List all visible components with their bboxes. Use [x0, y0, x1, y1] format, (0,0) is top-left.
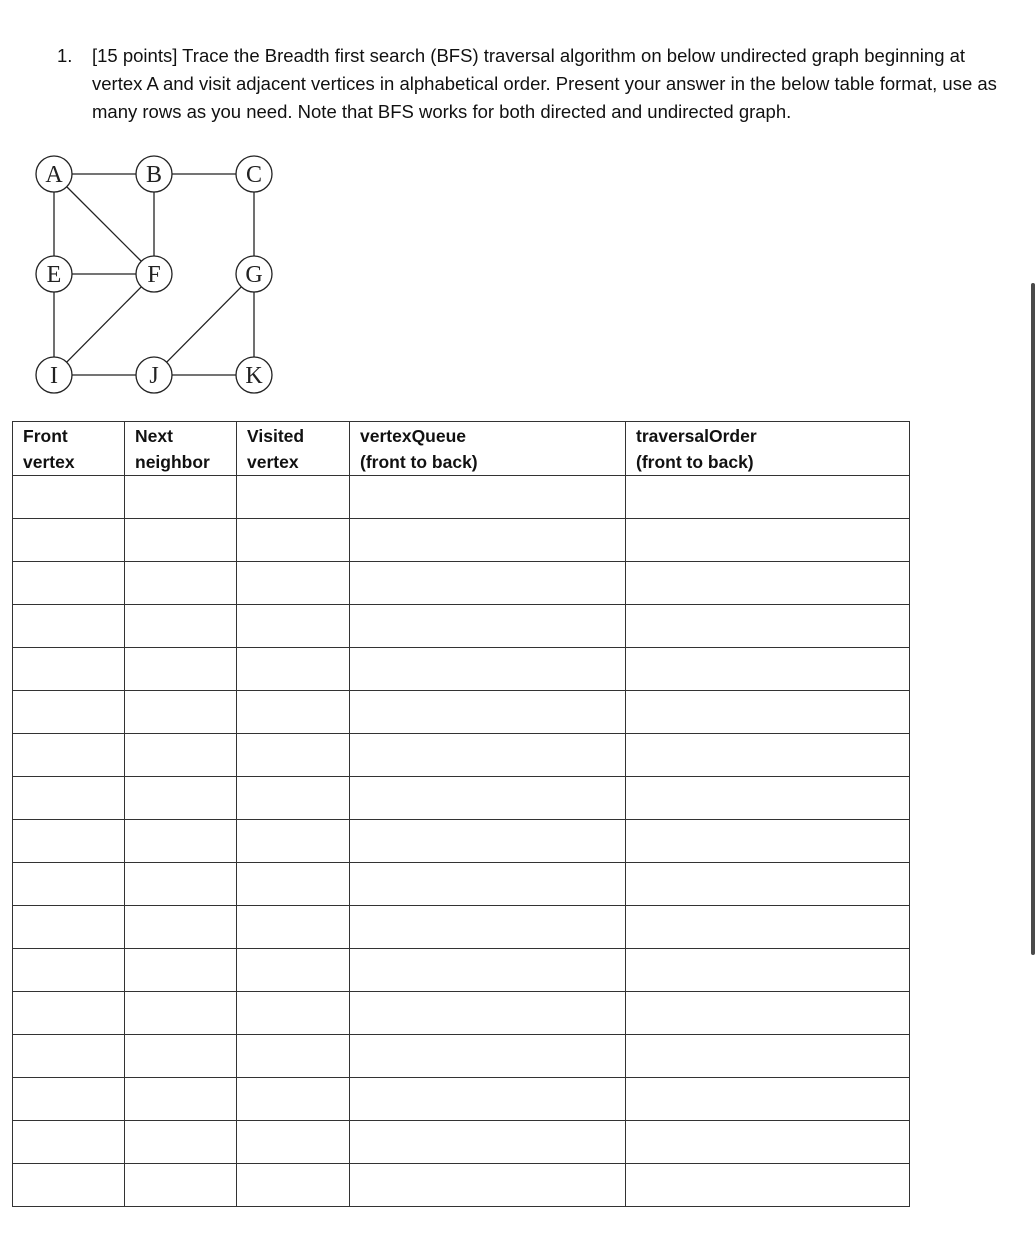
table-cell	[125, 562, 237, 605]
table-cell	[237, 777, 350, 820]
table-cell	[626, 476, 910, 519]
header-traversal-order: traversalOrder (front to back)	[626, 422, 910, 476]
table-cell	[237, 648, 350, 691]
table-cell	[13, 476, 125, 519]
table-cell	[350, 820, 626, 863]
header-visited-vertex: Visited vertex	[237, 422, 350, 476]
table-row	[13, 949, 910, 992]
table-cell	[125, 605, 237, 648]
table-cell	[13, 777, 125, 820]
table-cell	[237, 562, 350, 605]
table-cell	[125, 906, 237, 949]
table-cell	[626, 562, 910, 605]
table-cell	[125, 648, 237, 691]
table-cell	[237, 519, 350, 562]
table-cell	[350, 691, 626, 734]
table-cell	[237, 1035, 350, 1078]
vertex-j	[136, 357, 172, 393]
edge-a-f	[67, 187, 142, 262]
question-number: 1.	[57, 45, 73, 66]
question-text: [15 points] Trace the Breadth first search (BFS) traversal algorithm on below undirected graph beginning at vertex A and visit adjacent vertices in alphabetical order. Present your answer in the below table format, use as many rows as you need. Note that BFS works for both directed and undirected graph.	[92, 45, 997, 122]
table-cell	[237, 949, 350, 992]
table-cell	[13, 1121, 125, 1164]
table-cell	[237, 820, 350, 863]
table-cell	[237, 476, 350, 519]
table-cell	[350, 906, 626, 949]
table-row	[13, 562, 910, 605]
table-cell	[125, 476, 237, 519]
table-cell	[350, 777, 626, 820]
table-row	[13, 1164, 910, 1207]
table-cell	[237, 906, 350, 949]
table-cell	[350, 605, 626, 648]
table-cell	[237, 691, 350, 734]
vertex-label: I	[50, 363, 58, 389]
table-cell	[350, 863, 626, 906]
table-cell	[626, 648, 910, 691]
table-header-row	[13, 422, 910, 476]
table-cell	[125, 777, 237, 820]
table-cell	[626, 691, 910, 734]
table-cell	[125, 519, 237, 562]
header-next-neighbor: Next neighbor	[125, 422, 237, 476]
table-cell	[13, 691, 125, 734]
table-cell	[125, 1164, 237, 1207]
vertex-e	[36, 256, 72, 292]
vertex-label: K	[245, 363, 263, 389]
bfs-graph	[0, 140, 300, 400]
table-cell	[237, 863, 350, 906]
table-cell	[626, 863, 910, 906]
table-cell	[125, 734, 237, 777]
table-cell	[13, 949, 125, 992]
table-row	[13, 820, 910, 863]
table-cell	[13, 605, 125, 648]
table-row	[13, 992, 910, 1035]
table-cell	[626, 820, 910, 863]
vertex-i	[36, 357, 72, 393]
table-row	[13, 1035, 910, 1078]
vertex-label: A	[45, 162, 63, 188]
vertex-a	[36, 156, 72, 192]
table-cell	[626, 605, 910, 648]
scrollbar[interactable]	[1031, 283, 1035, 955]
vertex-label: B	[145, 162, 163, 188]
table-cell	[237, 1078, 350, 1121]
table-cell	[13, 1078, 125, 1121]
table-cell	[125, 992, 237, 1035]
table-cell	[13, 1035, 125, 1078]
table-cell	[626, 992, 910, 1035]
table-cell	[350, 992, 626, 1035]
table-cell	[626, 1078, 910, 1121]
table-cell	[125, 949, 237, 992]
table-cell	[237, 1164, 350, 1207]
table-cell	[13, 734, 125, 777]
vertex-f	[136, 256, 172, 292]
table-row	[13, 648, 910, 691]
table-cell	[13, 562, 125, 605]
vertex-label: J	[149, 363, 159, 389]
table-cell	[626, 1121, 910, 1164]
vertex-b	[136, 156, 172, 192]
edge-g-j	[167, 287, 242, 362]
table-cell	[626, 777, 910, 820]
table-row	[13, 519, 910, 562]
table-row	[13, 734, 910, 777]
table-cell	[125, 820, 237, 863]
table-cell	[350, 562, 626, 605]
vertex-g	[236, 256, 272, 292]
table-row	[13, 1078, 910, 1121]
table-cell	[237, 734, 350, 777]
table-cell	[237, 1121, 350, 1164]
vertex-label: F	[147, 262, 161, 288]
table-cell	[13, 1164, 125, 1207]
table-cell	[626, 734, 910, 777]
header-vertex-queue: vertexQueue (front to back)	[350, 422, 626, 476]
table-cell	[350, 1078, 626, 1121]
table-cell	[13, 863, 125, 906]
table-cell	[350, 648, 626, 691]
table-cell	[125, 1035, 237, 1078]
table-cell	[13, 648, 125, 691]
table-cell	[350, 1164, 626, 1207]
table-cell	[237, 605, 350, 648]
table-cell	[125, 1121, 237, 1164]
table-cell	[350, 949, 626, 992]
table-row	[13, 691, 910, 734]
table-cell	[350, 519, 626, 562]
vertex-label: E	[46, 262, 62, 288]
table-row	[13, 777, 910, 820]
table-row	[13, 476, 910, 519]
table-cell	[13, 519, 125, 562]
table-cell	[13, 906, 125, 949]
table-cell	[237, 992, 350, 1035]
table-cell	[626, 1035, 910, 1078]
header-front-vertex: Front vertex	[13, 422, 125, 476]
vertex-k	[236, 357, 272, 393]
vertex-label: G	[245, 262, 263, 288]
table-cell	[13, 820, 125, 863]
table-cell	[125, 691, 237, 734]
table-row	[13, 906, 910, 949]
vertex-label: C	[245, 162, 263, 188]
table-cell	[626, 1164, 910, 1207]
table-cell	[13, 992, 125, 1035]
table-cell	[125, 863, 237, 906]
table-cell	[626, 519, 910, 562]
edge-f-i	[67, 287, 142, 362]
table-cell	[350, 1121, 626, 1164]
vertex-c	[236, 156, 272, 192]
table-cell	[350, 734, 626, 777]
table-cell	[125, 1078, 237, 1121]
table-row	[13, 605, 910, 648]
table-row	[13, 863, 910, 906]
table-cell	[350, 1035, 626, 1078]
table-cell	[626, 949, 910, 992]
table-cell	[626, 906, 910, 949]
table-row	[13, 1121, 910, 1164]
trace-table	[12, 421, 910, 1207]
table-cell	[350, 476, 626, 519]
